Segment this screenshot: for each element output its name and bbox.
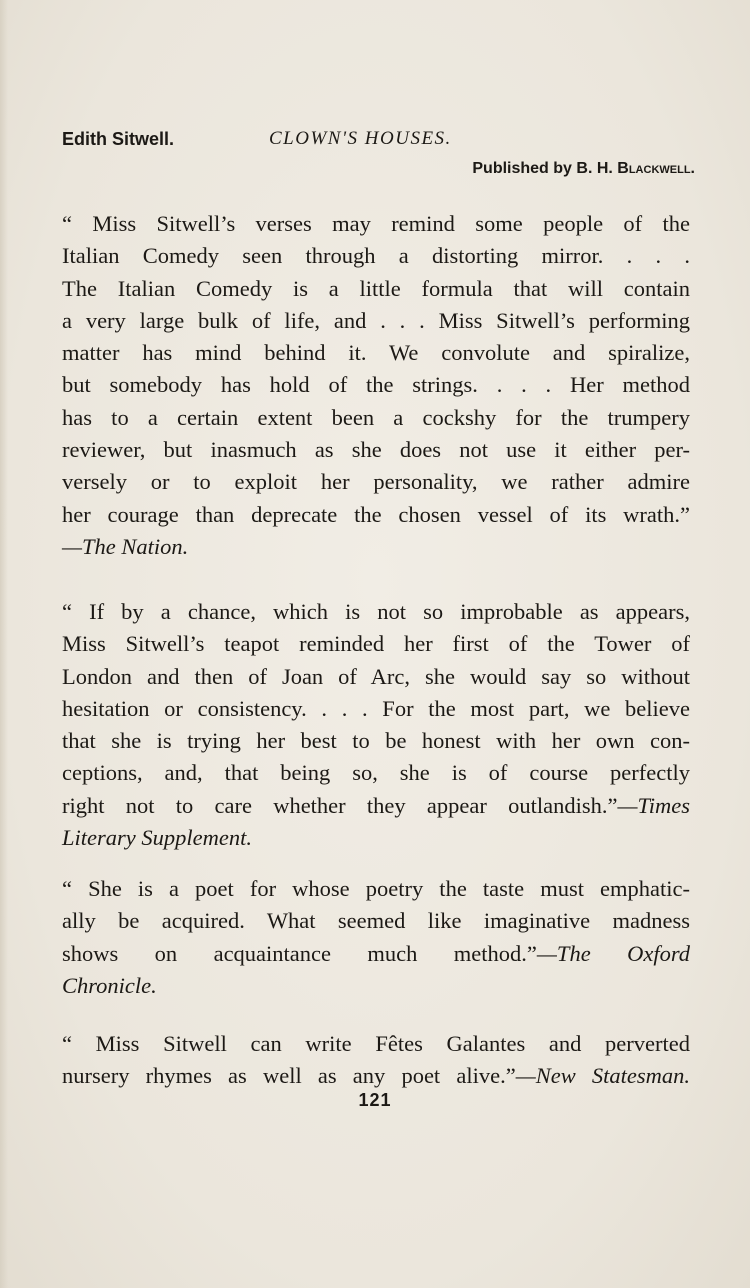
review-new-statesman: [62, 1028, 690, 1093]
review-source: —Times: [617, 792, 690, 818]
review-oxford-chronicle: [62, 873, 690, 1002]
review-source-continued: Chronicle.: [62, 972, 157, 998]
review-line: matter has mind behind it. We convolute and spiralize,: [62, 340, 690, 366]
publisher-line: [472, 154, 695, 184]
review-line: “ She is a poet for whose poetry the taste must emphatic-: [62, 876, 690, 901]
review-the-nation: [62, 208, 690, 563]
book-title: CLOWN'S HOUSES.: [269, 128, 452, 149]
review-line: reviewer, but inasmuch as she does not use it either per-: [62, 437, 690, 463]
review-line: [62, 938, 690, 970]
header: [62, 124, 702, 154]
review-closing-text: right not to care whether they appear outlandish.”: [62, 792, 618, 818]
review-line: but somebody has hold of the strings. . . . Her method: [62, 372, 690, 398]
review-line: London and then of Joan of Arc, she would say so without: [62, 663, 690, 689]
author-name: Edith Sitwell.: [62, 129, 175, 149]
review-line: a very large bulk of life, and . . . Miss Sitwell’s performing: [62, 307, 690, 333]
review-source-continued: Literary Supplement.: [62, 825, 252, 851]
review-source: —The Oxford: [536, 940, 690, 966]
review-line: “ Miss Sitwell’s verses may remind some people of the: [62, 211, 690, 236]
review-line: ceptions, and, that being so, she is of course perfectly: [62, 760, 690, 786]
review-line: The Italian Comedy is a little formula that will contain: [62, 275, 690, 301]
review-source: —New Statesman.: [515, 1063, 690, 1089]
review-line: versely or to exploit her personality, we rather admire: [62, 469, 690, 495]
review-line: [62, 790, 690, 822]
review-closing-text: shows on acquaintance much method.”: [62, 940, 537, 966]
review-line: “ Miss Sitwell can write Fêtes Galantes and perverted: [62, 1031, 690, 1056]
publisher-name: B. H. Blackwell.: [576, 160, 695, 177]
review-line: Italian Comedy seen through a distorting mirror. . . .: [62, 243, 690, 269]
review-line: that she is trying her best to be honest with her own con-: [62, 728, 690, 754]
review-times-literary-supplement: [62, 596, 690, 854]
review-line: hesitation or consistency. . . . For the most part, we believe: [62, 695, 690, 721]
review-closing-text: nursery rhymes as well as any poet alive.”: [62, 1063, 516, 1089]
publisher-prefix: Published by: [472, 160, 577, 177]
review-line: ally be acquired. What seemed like imaginative madness: [62, 908, 690, 934]
page-number: 121: [358, 1090, 392, 1110]
review-source: —The Nation.: [62, 533, 189, 559]
review-line: [62, 1060, 690, 1092]
review-line: Miss Sitwell’s teapot reminded her first of the Tower of: [62, 631, 690, 657]
review-line: “ If by a chance, which is not so improbable as appears,: [62, 599, 690, 624]
review-line: her courage than deprecate the chosen vessel of its wrath.”: [62, 501, 690, 527]
review-line: has to a certain extent been a cockshy for the trumpery: [62, 404, 690, 430]
